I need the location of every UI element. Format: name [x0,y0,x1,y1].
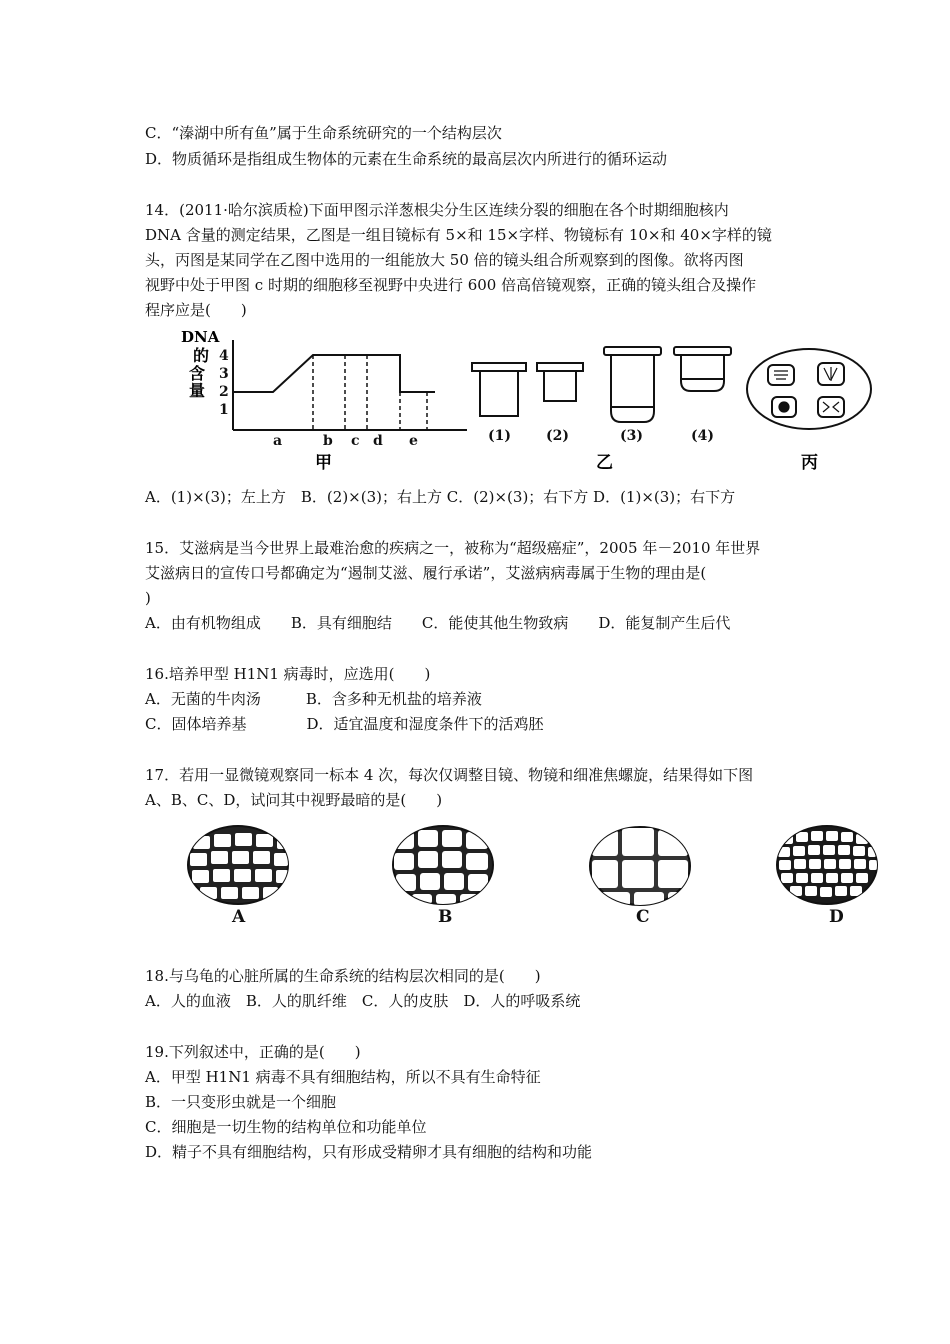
q13-option-c: C．“溱湖中所有鱼”属于生命系统研究的一个结构层次 [145,124,502,142]
q14-stem-line-3: 头，丙图是某同学在乙图中选用的一组能放大 50 倍的镜头组合所观察到的图像。欲将丙图 [145,251,744,269]
jia-xtick: e [409,433,418,449]
bing-cell-figures [774,367,839,412]
q19-option-a: A．甲型 H1N1 病毒不具有细胞结构，所以不具有生命特征 [145,1068,541,1086]
view-a [188,826,289,904]
view-label-a: A [232,907,246,927]
q19-option-c: C．细胞是一切生物的结构单位和功能单位 [145,1118,427,1136]
jia-ytick: 2 [219,384,229,400]
jia-xtick: d [373,433,383,449]
q15-stem-line-1: 15．艾滋病是当今世界上最难治愈的疾病之一，被称为“超级癌症”，2005 年－2010 年世界 [145,539,761,557]
q14-stem-line-2: DNA 含量的测定结果，乙图是一组目镜标有 5×和 15×字样、物镜标有 10×和 40×字样的镜 [145,226,772,244]
q17-stem-line-1: 17．若用一显微镜观察同一标本 4 次，每次仅调整目镜、物镜和细准焦螺旋，结果得如下图 [145,766,754,784]
q14-figure [175,325,885,475]
q19-stem: 19.下列叙述中，正确的是( ) [145,1043,361,1061]
view-label-c: C [636,907,650,927]
jia-xtick: b [323,433,333,449]
jia-dna-chart [233,340,467,430]
yi-lens-label-2: (2) [546,428,569,444]
jia-ylabel-chars: 的 [193,346,210,365]
yi-caption: 乙 [596,453,613,473]
bing-field-of-view [747,349,871,429]
view-label-d: D [829,907,844,927]
q16-stem: 16.培养甲型 H1N1 病毒时，应选用( ) [145,665,431,683]
q17-figure [180,822,890,932]
q13-option-d: D．物质循环是指组成生物体的元素在生命系统的最高层次内所进行的循环运动 [145,150,668,168]
jia-ytick: 3 [219,366,229,382]
jia-ylabel-chars: 量 [189,381,206,400]
q17-stem-line-2: A、B、C、D，试问其中视野最暗的是( ) [145,791,443,809]
q18-options: A．人的血液 B．人的肌纤维 C．人的皮肤 D．人的呼吸系统 [145,992,581,1010]
q15-stem-line-3: ) [145,589,151,607]
yi-lenses [472,347,731,422]
q15-options: A．由有机物组成 B．具有细胞结 C．能使其他生物致病 D．能复制产生后代 [145,614,731,632]
jia-ytick: 4 [219,348,229,364]
view-b [393,826,493,904]
q16-options-line-2: C．固体培养基 D．适宜温度和湿度条件下的活鸡胚 [145,715,544,733]
view-c [590,827,690,906]
jia-ytick: 1 [219,402,229,418]
jia-ylabel-chars: 含 [189,364,206,383]
q14-stem-line-4: 视野中处于甲图 c 时期的细胞移至视野中央进行 600 倍高倍镜观察，正确的镜头组合及操作 [145,276,757,294]
q19-option-d: D．精子不具有细胞结构，只有形成受精卵才具有细胞的结构和功能 [145,1143,593,1161]
q14-options: A．(1)×(3)；左上方 B．(2)×(3)；右上方 C．(2)×(3)；右下方 D．(1)×(3)；右下方 [145,488,736,506]
view-label-b: B [438,907,453,927]
yi-lens-label-4: (4) [691,428,714,444]
view-d [777,826,877,904]
jia-caption: 甲 [315,453,332,473]
q14-stem-line-5: 程序应是( ) [145,301,247,319]
q16-options-line-1: A．无菌的牛肉汤 B．含多种无机盐的培养液 [145,690,482,708]
bing-caption: 丙 [801,453,818,473]
q18-stem: 18.与乌龟的心脏所属的生命系统的结构层次相同的是( ) [145,967,541,985]
jia-xtick: a [273,433,283,449]
q19-option-b: B．一只变形虫就是一个细胞 [145,1093,337,1111]
q15-stem-line-2: 艾滋病日的宣传口号都确定为“遏制艾滋、履行承诺”，艾滋病病毒属于生物的理由是( [145,564,707,582]
q14-stem-line-1: 14．(2011·哈尔滨质检)下面甲图示洋葱根尖分生区连续分裂的细胞在各个时期细胞核内 [145,201,729,219]
yi-lens-label-1: (1) [488,428,511,444]
yi-lens-label-3: (3) [620,428,643,444]
jia-xtick: c [351,433,360,449]
jia-ylabel-dna: DNA [181,328,220,346]
